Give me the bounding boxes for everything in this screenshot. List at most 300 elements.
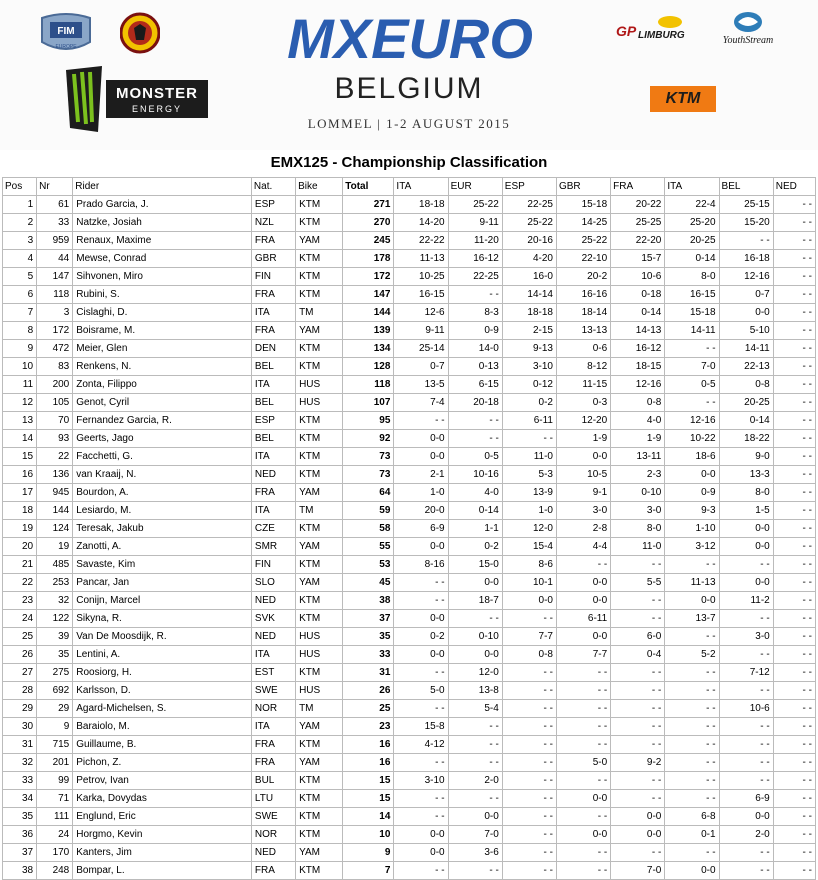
gp-limburg-logo <box>612 12 698 46</box>
table-row <box>3 574 816 592</box>
cell-total: 144 <box>343 304 394 322</box>
cell-round-result: 0-2 <box>394 628 448 646</box>
ktm-logo-text: KTM <box>665 90 701 107</box>
table-row <box>3 682 816 700</box>
cell-rider: Prado Garcia, J. <box>73 196 252 214</box>
cell-round-result: 0-18 <box>611 286 665 304</box>
cell-round-result: 14-0 <box>448 340 502 358</box>
cell-pos: 19 <box>3 520 37 538</box>
cell-rider: Karka, Dovydas <box>73 790 252 808</box>
cell-round-result: 8-0 <box>719 484 773 502</box>
cell-bike: KTM <box>296 862 343 880</box>
cell-round-result: 11-0 <box>611 538 665 556</box>
cell-bike: KTM <box>296 808 343 826</box>
table-row <box>3 556 816 574</box>
cell-round-result: 0-12 <box>502 376 556 394</box>
cell-round-result: - - <box>665 772 719 790</box>
table-row <box>3 844 816 862</box>
cell-rider: Rubini, S. <box>73 286 252 304</box>
cell-total: 10 <box>343 826 394 844</box>
cell-round-result: - - <box>502 736 556 754</box>
header-banner <box>0 0 818 150</box>
cell-rider: Pancar, Jan <box>73 574 252 592</box>
cell-round-result: 8-6 <box>502 556 556 574</box>
cell-round-result: 13-3 <box>719 466 773 484</box>
cell-round-result: - - <box>394 862 448 880</box>
cell-round-result: 0-0 <box>665 592 719 610</box>
cell-nr: 136 <box>37 466 73 484</box>
cell-round-result: - - <box>611 664 665 682</box>
cell-round-result: - - <box>773 646 815 664</box>
cell-round-result: 25-22 <box>502 214 556 232</box>
cell-nr: 71 <box>37 790 73 808</box>
cell-round-result: 14-14 <box>502 286 556 304</box>
cell-total: 33 <box>343 646 394 664</box>
cell-round-result: 0-0 <box>719 808 773 826</box>
cell-round-result: 16-0 <box>502 268 556 286</box>
cell-round-result: 0-0 <box>448 646 502 664</box>
cell-rider: Renaux, Maxime <box>73 232 252 250</box>
cell-round-result: 0-0 <box>556 826 610 844</box>
cell-nat: SMR <box>251 538 295 556</box>
cell-round-result: 0-0 <box>448 808 502 826</box>
cell-round-result: 20-25 <box>665 232 719 250</box>
cell-round-result: 8-3 <box>448 304 502 322</box>
cell-round-result: - - <box>773 358 815 376</box>
cell-round-result: - - <box>448 862 502 880</box>
svg-text:ENERGY: ENERGY <box>131 104 183 114</box>
cell-round-result: - - <box>611 790 665 808</box>
cell-nr: 33 <box>37 214 73 232</box>
cell-round-result: 1-10 <box>665 520 719 538</box>
cell-round-result: 0-0 <box>665 862 719 880</box>
cell-round-result: 15-4 <box>502 538 556 556</box>
cell-bike: YAM <box>296 232 343 250</box>
cell-round-result: 18-18 <box>502 304 556 322</box>
cell-rider: Sihvonen, Miro <box>73 268 252 286</box>
cell-round-result: 0-0 <box>556 448 610 466</box>
cell-pos: 14 <box>3 430 37 448</box>
cell-round-result: 0-0 <box>611 826 665 844</box>
table-row <box>3 430 816 448</box>
cell-rider: Lentini, A. <box>73 646 252 664</box>
cell-round-result: 7-0 <box>611 862 665 880</box>
cell-round-result: 0-9 <box>665 484 719 502</box>
cell-rider: Karlsson, D. <box>73 682 252 700</box>
cell-round-result: 0-0 <box>394 538 448 556</box>
cell-nat: BEL <box>251 394 295 412</box>
table-row <box>3 214 816 232</box>
cell-round-result: - - <box>502 700 556 718</box>
cell-nr: 111 <box>37 808 73 826</box>
cell-nat: NOR <box>251 700 295 718</box>
cell-pos: 23 <box>3 592 37 610</box>
cell-rider: van Kraaij, N. <box>73 466 252 484</box>
cell-round-result: 6-11 <box>502 412 556 430</box>
cell-round-result: 25-20 <box>665 214 719 232</box>
cell-round-result: - - <box>773 664 815 682</box>
cell-nr: 144 <box>37 502 73 520</box>
cell-bike: KTM <box>296 520 343 538</box>
cell-round-result: 0-4 <box>611 646 665 664</box>
cell-nat: GBR <box>251 250 295 268</box>
cell-round-result: 3-6 <box>448 844 502 862</box>
cell-total: 23 <box>343 718 394 736</box>
ktm-logo <box>650 86 716 112</box>
cell-nat: FRA <box>251 286 295 304</box>
cell-round-result: - - <box>773 736 815 754</box>
cell-round-result: 18-7 <box>448 592 502 610</box>
cell-round-result: 18-15 <box>611 358 665 376</box>
col-header-pos: Pos <box>3 178 37 196</box>
col-header-round: BEL <box>719 178 773 196</box>
cell-pos: 3 <box>3 232 37 250</box>
cell-round-result: - - <box>773 628 815 646</box>
table-row <box>3 520 816 538</box>
table-row <box>3 448 816 466</box>
cell-nat: ITA <box>251 376 295 394</box>
col-header-nat: Nat. <box>251 178 295 196</box>
cell-round-result: 3-0 <box>611 502 665 520</box>
cell-round-result: 5-0 <box>556 754 610 772</box>
table-body <box>3 196 816 880</box>
cell-nat: NED <box>251 628 295 646</box>
cell-round-result: 11-13 <box>394 250 448 268</box>
cell-round-result: 11-20 <box>448 232 502 250</box>
cell-pos: 31 <box>3 736 37 754</box>
cell-rider: Sikyna, R. <box>73 610 252 628</box>
cell-total: 270 <box>343 214 394 232</box>
cell-round-result: 0-0 <box>719 538 773 556</box>
cell-round-result: - - <box>773 502 815 520</box>
cell-nr: 32 <box>37 592 73 610</box>
cell-round-result: - - <box>448 430 502 448</box>
cell-pos: 6 <box>3 286 37 304</box>
cell-rider: Conijn, Marcel <box>73 592 252 610</box>
cell-round-result: - - <box>556 664 610 682</box>
cell-round-result: - - <box>773 754 815 772</box>
cell-round-result: 5-3 <box>502 466 556 484</box>
cell-bike: TM <box>296 502 343 520</box>
cell-round-result: - - <box>394 574 448 592</box>
cell-round-result: 13-5 <box>394 376 448 394</box>
cell-round-result: 10-16 <box>448 466 502 484</box>
cell-round-result: 1-0 <box>394 484 448 502</box>
cell-nat: ITA <box>251 718 295 736</box>
cell-nr: 122 <box>37 610 73 628</box>
cell-bike: KTM <box>296 286 343 304</box>
cell-round-result: 8-0 <box>611 520 665 538</box>
cell-round-result: - - <box>556 682 610 700</box>
table-row <box>3 772 816 790</box>
cell-round-result: 0-0 <box>556 592 610 610</box>
col-header-round: ITA <box>394 178 448 196</box>
cell-round-result: 16-12 <box>611 340 665 358</box>
cell-round-result: 0-2 <box>502 394 556 412</box>
cell-round-result: - - <box>773 376 815 394</box>
cell-round-result: - - <box>611 610 665 628</box>
cell-round-result: - - <box>611 592 665 610</box>
svg-text:MONSTER: MONSTER <box>116 85 198 102</box>
cell-total: 59 <box>343 502 394 520</box>
cell-bike: KTM <box>296 772 343 790</box>
table-row <box>3 232 816 250</box>
table-row <box>3 790 816 808</box>
cell-round-result: 10-25 <box>394 268 448 286</box>
cell-round-result: - - <box>448 610 502 628</box>
cell-round-result: - - <box>502 862 556 880</box>
cell-round-result: 9-2 <box>611 754 665 772</box>
cell-nat: SVK <box>251 610 295 628</box>
cell-round-result: 2-3 <box>611 466 665 484</box>
cell-round-result: 22-25 <box>502 196 556 214</box>
cell-pos: 33 <box>3 772 37 790</box>
cell-round-result: - - <box>611 556 665 574</box>
cell-nr: 118 <box>37 286 73 304</box>
table-header-row <box>3 178 816 196</box>
cell-round-result: - - <box>556 736 610 754</box>
cell-round-result: 0-0 <box>394 448 448 466</box>
cell-round-result: - - <box>719 718 773 736</box>
cell-round-result: 1-1 <box>448 520 502 538</box>
cell-nat: FIN <box>251 268 295 286</box>
cell-rider: Facchetti, G. <box>73 448 252 466</box>
cell-round-result: - - <box>611 682 665 700</box>
cell-round-result: - - <box>556 700 610 718</box>
cell-nr: 93 <box>37 430 73 448</box>
cell-round-result: 0-0 <box>719 520 773 538</box>
cell-round-result: 13-13 <box>556 322 610 340</box>
cell-round-result: 16-12 <box>448 250 502 268</box>
cell-round-result: - - <box>665 664 719 682</box>
cell-round-result: 2-8 <box>556 520 610 538</box>
cell-nat: NED <box>251 466 295 484</box>
cell-nat: DEN <box>251 340 295 358</box>
cell-nr: 485 <box>37 556 73 574</box>
cell-round-result: 25-25 <box>611 214 665 232</box>
cell-round-result: - - <box>394 412 448 430</box>
cell-round-result: - - <box>773 448 815 466</box>
cell-pos: 7 <box>3 304 37 322</box>
cell-bike: KTM <box>296 358 343 376</box>
cell-round-result: - - <box>773 844 815 862</box>
cell-round-result: - - <box>665 718 719 736</box>
cell-bike: KTM <box>296 268 343 286</box>
cell-round-result: - - <box>773 304 815 322</box>
cell-round-result: 5-5 <box>611 574 665 592</box>
cell-round-result: - - <box>719 862 773 880</box>
cell-bike: KTM <box>296 196 343 214</box>
cell-nr: 9 <box>37 718 73 736</box>
cell-round-result: - - <box>773 718 815 736</box>
cell-bike: YAM <box>296 322 343 340</box>
cell-round-result: - - <box>502 844 556 862</box>
cell-round-result: 0-0 <box>556 790 610 808</box>
cell-rider: Horgmo, Kevin <box>73 826 252 844</box>
cell-nr: 201 <box>37 754 73 772</box>
cell-round-result: - - <box>773 772 815 790</box>
cell-round-result: 3-10 <box>394 772 448 790</box>
cell-rider: Meier, Glen <box>73 340 252 358</box>
cell-pos: 16 <box>3 466 37 484</box>
cell-round-result: 0-0 <box>394 646 448 664</box>
table-row <box>3 304 816 322</box>
cell-round-result: 15-8 <box>394 718 448 736</box>
cell-nr: 22 <box>37 448 73 466</box>
cell-bike: KTM <box>296 736 343 754</box>
cell-round-result: - - <box>773 610 815 628</box>
event-location-date: LOMMEL | 1-2 AUGUST 2015 <box>307 116 511 131</box>
cell-round-result: 10-22 <box>665 430 719 448</box>
cell-round-result: 9-11 <box>448 214 502 232</box>
cell-round-result: 22-20 <box>611 232 665 250</box>
fim-europe-logo <box>36 12 96 54</box>
cell-round-result: 5-10 <box>719 322 773 340</box>
cell-round-result: 0-14 <box>665 250 719 268</box>
cell-round-result: - - <box>448 790 502 808</box>
cell-round-result: - - <box>556 808 610 826</box>
cell-nr: 715 <box>37 736 73 754</box>
monster-energy-logo <box>62 62 212 134</box>
table-row <box>3 484 816 502</box>
cell-round-result: 7-7 <box>502 628 556 646</box>
cell-round-result: 2-1 <box>394 466 448 484</box>
cell-round-result: 2-0 <box>719 826 773 844</box>
cell-round-result: - - <box>448 718 502 736</box>
cell-total: 92 <box>343 430 394 448</box>
cell-rider: Renkens, N. <box>73 358 252 376</box>
cell-nat: ITA <box>251 448 295 466</box>
cell-nr: 99 <box>37 772 73 790</box>
cell-nr: 83 <box>37 358 73 376</box>
cell-bike: KTM <box>296 214 343 232</box>
cell-round-result: 22-4 <box>665 196 719 214</box>
cell-round-result: 7-7 <box>556 646 610 664</box>
cell-total: 9 <box>343 844 394 862</box>
cell-bike: TM <box>296 700 343 718</box>
cell-nr: 44 <box>37 250 73 268</box>
cell-round-result: - - <box>665 754 719 772</box>
cell-round-result: - - <box>773 520 815 538</box>
cell-bike: KTM <box>296 610 343 628</box>
cell-round-result: 4-0 <box>448 484 502 502</box>
table-row <box>3 250 816 268</box>
cell-round-result: 15-18 <box>665 304 719 322</box>
cell-pos: 15 <box>3 448 37 466</box>
cell-round-result: 0-5 <box>665 376 719 394</box>
cell-round-result: 13-8 <box>448 682 502 700</box>
cell-round-result: 0-13 <box>448 358 502 376</box>
cell-bike: KTM <box>296 466 343 484</box>
cell-round-result: - - <box>773 538 815 556</box>
cell-round-result: 22-10 <box>556 250 610 268</box>
cell-total: 95 <box>343 412 394 430</box>
cell-round-result: - - <box>719 844 773 862</box>
cell-total: 16 <box>343 736 394 754</box>
cell-nat: NZL <box>251 214 295 232</box>
cell-round-result: - - <box>448 736 502 754</box>
cell-total: 58 <box>343 520 394 538</box>
cell-round-result: 11-15 <box>556 376 610 394</box>
cell-round-result: - - <box>773 394 815 412</box>
cell-round-result: 20-25 <box>719 394 773 412</box>
cell-round-result: - - <box>394 808 448 826</box>
cell-round-result: 7-4 <box>394 394 448 412</box>
cell-round-result: - - <box>773 808 815 826</box>
col-header-rider: Rider <box>73 178 252 196</box>
cell-bike: YAM <box>296 538 343 556</box>
cell-rider: Fernandez Garcia, R. <box>73 412 252 430</box>
table-row <box>3 646 816 664</box>
cell-round-result: - - <box>502 808 556 826</box>
cell-pos: 34 <box>3 790 37 808</box>
cell-total: 134 <box>343 340 394 358</box>
table-row <box>3 718 816 736</box>
cell-round-result: 14-20 <box>394 214 448 232</box>
cell-round-result: - - <box>773 862 815 880</box>
cell-nat: SWE <box>251 682 295 700</box>
cell-round-result: 14-11 <box>719 340 773 358</box>
cell-nat: ESP <box>251 196 295 214</box>
cell-round-result: 9-11 <box>394 322 448 340</box>
cell-round-result: - - <box>773 592 815 610</box>
cell-round-result: 6-11 <box>556 610 610 628</box>
cell-bike: KTM <box>296 664 343 682</box>
cell-round-result: - - <box>665 340 719 358</box>
cell-rider: Bompar, L. <box>73 862 252 880</box>
cell-nat: CZE <box>251 520 295 538</box>
cell-rider: Kanters, Jim <box>73 844 252 862</box>
cell-round-result: 16-18 <box>719 250 773 268</box>
table-row <box>3 268 816 286</box>
cell-nat: NOR <box>251 826 295 844</box>
cell-bike: TM <box>296 304 343 322</box>
cell-nr: 70 <box>37 412 73 430</box>
mxeuro-logo <box>270 6 550 68</box>
cell-round-result: - - <box>556 772 610 790</box>
cell-nat: NED <box>251 592 295 610</box>
cell-rider: Boisrame, M. <box>73 322 252 340</box>
svg-text:EUROPE: EUROPE <box>55 44 77 50</box>
cell-round-result: 25-22 <box>556 232 610 250</box>
cell-rider: Baraiolo, M. <box>73 718 252 736</box>
cell-round-result: 6-15 <box>448 376 502 394</box>
cell-round-result: - - <box>502 664 556 682</box>
cell-nat: FRA <box>251 484 295 502</box>
cell-round-result: 14-25 <box>556 214 610 232</box>
cell-round-result: 18-22 <box>719 430 773 448</box>
cell-rider: Natzke, Josiah <box>73 214 252 232</box>
cell-round-result: 20-16 <box>502 232 556 250</box>
cell-round-result: - - <box>611 700 665 718</box>
cell-nat: BUL <box>251 772 295 790</box>
table-row <box>3 700 816 718</box>
cell-round-result: 14-13 <box>611 322 665 340</box>
cell-round-result: 12-16 <box>611 376 665 394</box>
cell-nat: FRA <box>251 736 295 754</box>
cell-round-result: - - <box>665 394 719 412</box>
cell-round-result: 0-0 <box>394 826 448 844</box>
cell-nr: 172 <box>37 322 73 340</box>
cell-round-result: - - <box>773 430 815 448</box>
cell-pos: 20 <box>3 538 37 556</box>
cell-pos: 37 <box>3 844 37 862</box>
cell-bike: KTM <box>296 592 343 610</box>
cell-round-result: - - <box>394 592 448 610</box>
cell-round-result: - - <box>773 268 815 286</box>
cell-bike: KTM <box>296 250 343 268</box>
cell-total: 15 <box>343 790 394 808</box>
